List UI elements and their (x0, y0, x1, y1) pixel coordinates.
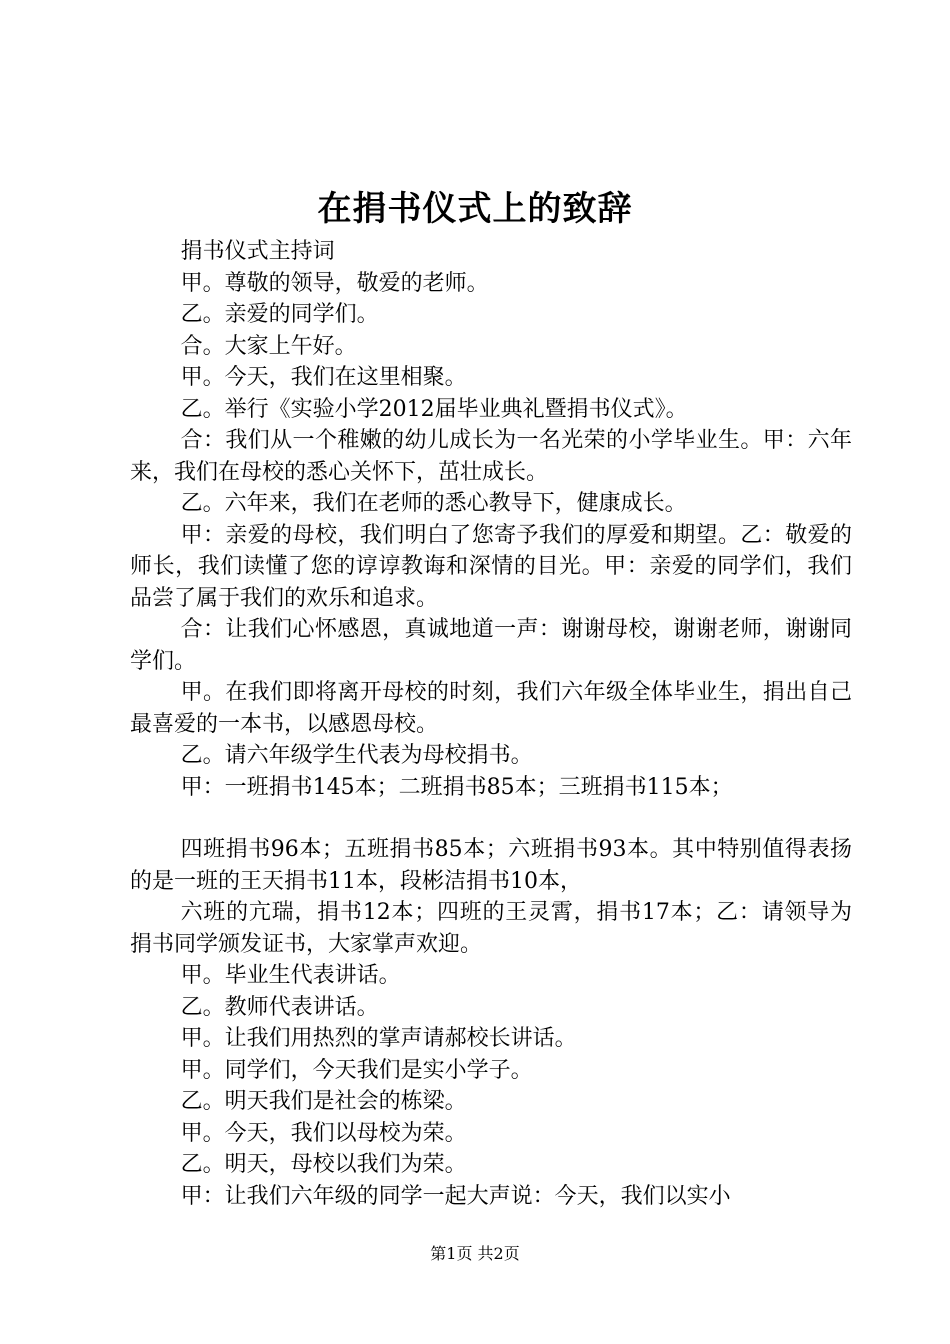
paragraph: 乙。请六年级学生代表为母校捐书。 (180, 743, 533, 768)
paragraph: 合：我们从一个稚嫩的幼儿成长为一名光荣的小学毕业生。甲：六年来，我们在母校的悉心关怀下，茁壮成长。 (130, 428, 852, 485)
paragraph: 捐书仪式主持词 (180, 239, 335, 264)
paragraph: 甲。让我们用热烈的掌声请郝校长讲话。 (180, 1026, 577, 1051)
paragraph: 乙。明天，母校以我们为荣。 (180, 1152, 467, 1177)
paragraph: 甲。今天，我们在这里相聚。 (180, 365, 467, 390)
page-number-footer: 第1页 共2页 (430, 1244, 520, 1263)
paragraph: 合：让我们心怀感恩，真诚地道一声：谢谢母校，谢谢老师，谢谢同学们。 (130, 617, 852, 674)
paragraph-gap (130, 803, 852, 834)
paragraph: 甲。今天，我们以母校为荣。 (180, 1120, 467, 1146)
document-body (130, 236, 852, 1212)
paragraph: 六班的亢瑞，捐书12本；四班的王灵霄，捐书17本；乙：请领导为捐书同学颁发证书，大家掌声欢迎。 (130, 900, 852, 957)
paragraph: 甲：亲爱的母校，我们明白了您寄予我们的厚爱和期望。乙：敬爱的师长，我们读懂了您的谆谆教诲和深情的目光。甲：亲爱的同学们，我们品尝了属于我们的欢乐和追求。 (130, 522, 852, 611)
paragraph: 合。大家上午好。 (180, 333, 357, 359)
paragraph: 四班捐书96本；五班捐书85本；六班捐书93本。其中特别值得表扬的是一班的王天捐书11本，段彬洁捐书10本， (130, 837, 852, 894)
paragraph: 乙。教师代表讲话。 (180, 994, 379, 1020)
paragraph: 乙。举行《实验小学2012届毕业典礼暨捐书仪式》。 (180, 396, 688, 422)
paragraph: 甲。在我们即将离开母校的时刻，我们六年级全体毕业生，捐出自己最喜爱的一本书，以感恩母校。 (130, 680, 852, 737)
paragraph: 甲：一班捐书145本；二班捐书85本；三班捐书115本； (180, 774, 733, 800)
paragraph: 乙。亲爱的同学们。 (180, 302, 379, 327)
paragraph: 乙。明天我们是社会的栋梁。 (180, 1089, 467, 1114)
paragraph: 甲。尊敬的领导，敬爱的老师。 (180, 270, 489, 296)
paragraph: 甲。同学们，今天我们是实小学子。 (180, 1057, 533, 1083)
paragraph: 甲：让我们六年级的同学一起大声说：今天，我们以实小 (180, 1183, 731, 1209)
paragraph: 乙。六年来，我们在老师的悉心教导下，健康成长。 (180, 491, 687, 516)
paragraph: 甲。毕业生代表讲话。 (180, 963, 401, 988)
document-title: 在捐书仪式上的致辞 (317, 189, 633, 229)
